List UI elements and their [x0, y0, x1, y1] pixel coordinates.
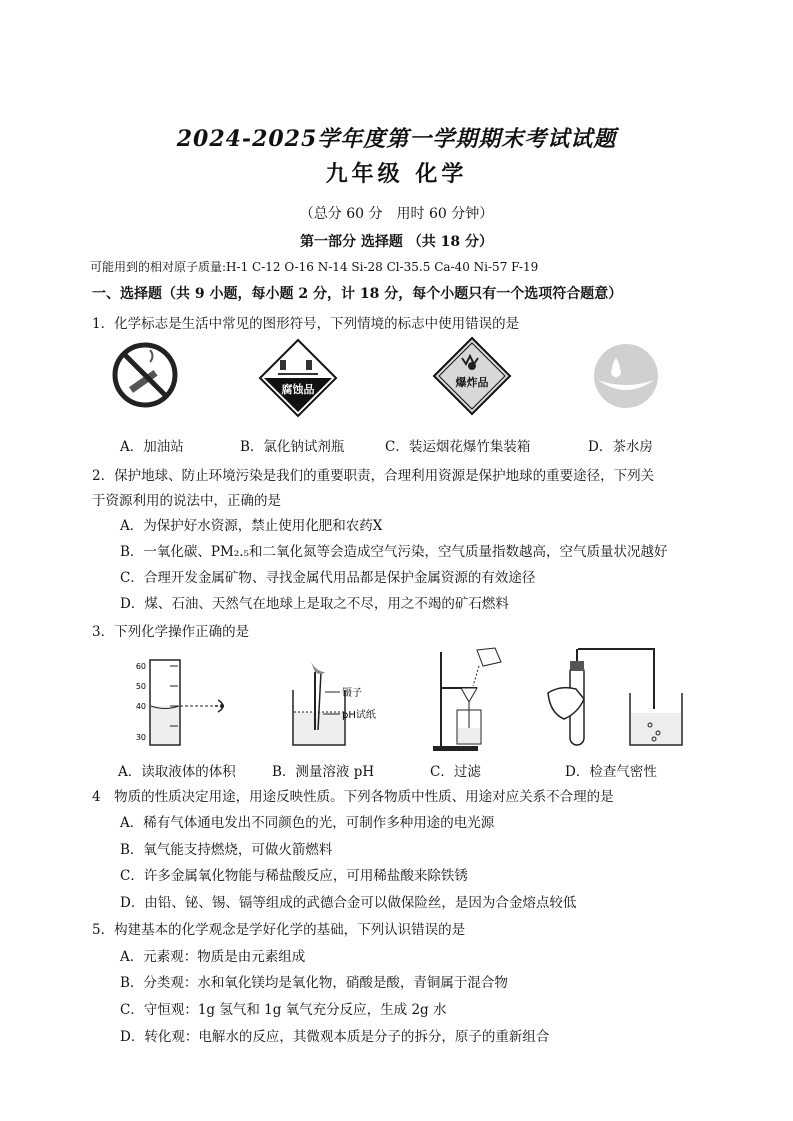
exam-info: （总分 60 分 用时 60 分钟） [299, 206, 494, 222]
q2-stem-line1: 2．保护地球、防止环境污染是我们的重要职责，合理利用资源是保护地球的重要途径，下列关 [92, 468, 655, 484]
q4-stem: 4 物质的性质决定用途，用途反映性质。下列各物质中性质、用途对应关系不合理的是 [92, 789, 614, 805]
cylinder-tick-30: 30 [135, 733, 146, 742]
filtration-diagram [425, 648, 515, 753]
q3-option-b: B．测量溶液 pH [272, 764, 375, 780]
q1-option-a: A．加油站 [120, 439, 184, 455]
cylinder-tick-60: 60 [135, 662, 146, 671]
q3-option-c: C．过滤 [430, 764, 481, 780]
q5-option-a: A．元素观：物质是由元素组成 [120, 949, 306, 965]
q5-option-c: C．守恒观：1g 氢气和 1g 氧气充分反应，生成 2g 水 [120, 1002, 447, 1018]
cylinder-tick-50: 50 [135, 682, 146, 691]
q4-option-c: C．许多金属氧化物能与稀盐酸反应，可用稀盐酸来除铁锈 [120, 868, 468, 884]
q2-stem-line2: 于资源利用的说法中，正确的是 [92, 493, 281, 509]
q5-option-d: D．转化观：电解水的反应，其微观本质是分子的拆分，原子的重新组合 [120, 1029, 550, 1045]
q2-option-b: B．一氧化碳、PM₂.₅和二氧化氮等会造成空气污染，空气质量指数越高，空气质量状况越好 [120, 544, 668, 560]
q1-option-d: D．茶水房 [588, 439, 653, 455]
q3-option-d: D．检查气密性 [565, 764, 657, 780]
explosive-sign-icon [432, 336, 512, 416]
q4-option-d: D．由铅、铋、锡、镉等组成的武德合金可以做保险丝，是因为合金熔点较低 [120, 895, 577, 911]
q5-option-b: B．分类观：水和氧化镁均是氧化物，硝酸是酸，青铜属于混合物 [120, 975, 508, 991]
q3-option-a: A．读取液体的体积 [118, 764, 236, 780]
no-smoking-sign-icon [110, 340, 180, 410]
q2-option-c: C．合理开发金属矿物、寻找金属代用品都是保护金属资源的有效途径 [120, 570, 536, 586]
q5-stem: 5．构建基本的化学观念是学好化学的基础，下列认识错误的是 [92, 922, 466, 938]
graduated-cylinder-diagram [130, 658, 245, 748]
atomic-masses: 可能用到的相对原子质量:H-1 C-12 O-16 N-14 Si-28 Cl-35.5 Ca-40 Ni-57 F-19 [90, 260, 539, 274]
q1-option-c: C．装运烟花爆竹集装箱 [385, 439, 531, 455]
cylinder-tick-40: 40 [135, 702, 146, 711]
corrosive-sign-text: 腐蚀品 [281, 383, 315, 396]
airtightness-check-diagram [540, 643, 680, 753]
explosive-sign-text: 爆炸品 [455, 376, 489, 389]
q1-option-b: B．氯化钠试剂瓶 [240, 439, 345, 455]
part-title: 第一部分 选择题 （共 18 分） [300, 234, 493, 250]
q2-option-a: A．为保护好水资源，禁止使用化肥和农药X [120, 518, 383, 534]
q4-option-b: B．氧气能支持燃烧，可做火箭燃料 [120, 842, 333, 858]
tweezers-label: 镊子 [342, 688, 362, 699]
ph-test-diagram [285, 660, 415, 750]
corrosive-sign-icon [258, 338, 338, 418]
q1-stem: 1．化学标志是生活中常见的图形符号，下列情境的标志中使用错误的是 [92, 316, 520, 332]
q4-option-a: A．稀有气体通电发出不同颜色的光，可制作多种用途的电光源 [120, 815, 495, 831]
exam-subtitle: 九年级 化学 [325, 161, 468, 187]
water-saving-sign-icon [590, 340, 662, 412]
section-title: 一、选择题（共 9 小题，每小题 2 分，计 18 分，每个小题只有一个选项符合题意） [92, 286, 623, 302]
q2-option-d: D．煤、石油、天然气在地球上是取之不尽，用之不竭的矿石燃料 [120, 596, 509, 612]
ph-paper-label: pH试纸 [342, 710, 376, 721]
q3-stem: 3．下列化学操作正确的是 [92, 624, 250, 640]
exam-title: 2024-2025学年度第一学期期末考试试题 [176, 126, 617, 152]
